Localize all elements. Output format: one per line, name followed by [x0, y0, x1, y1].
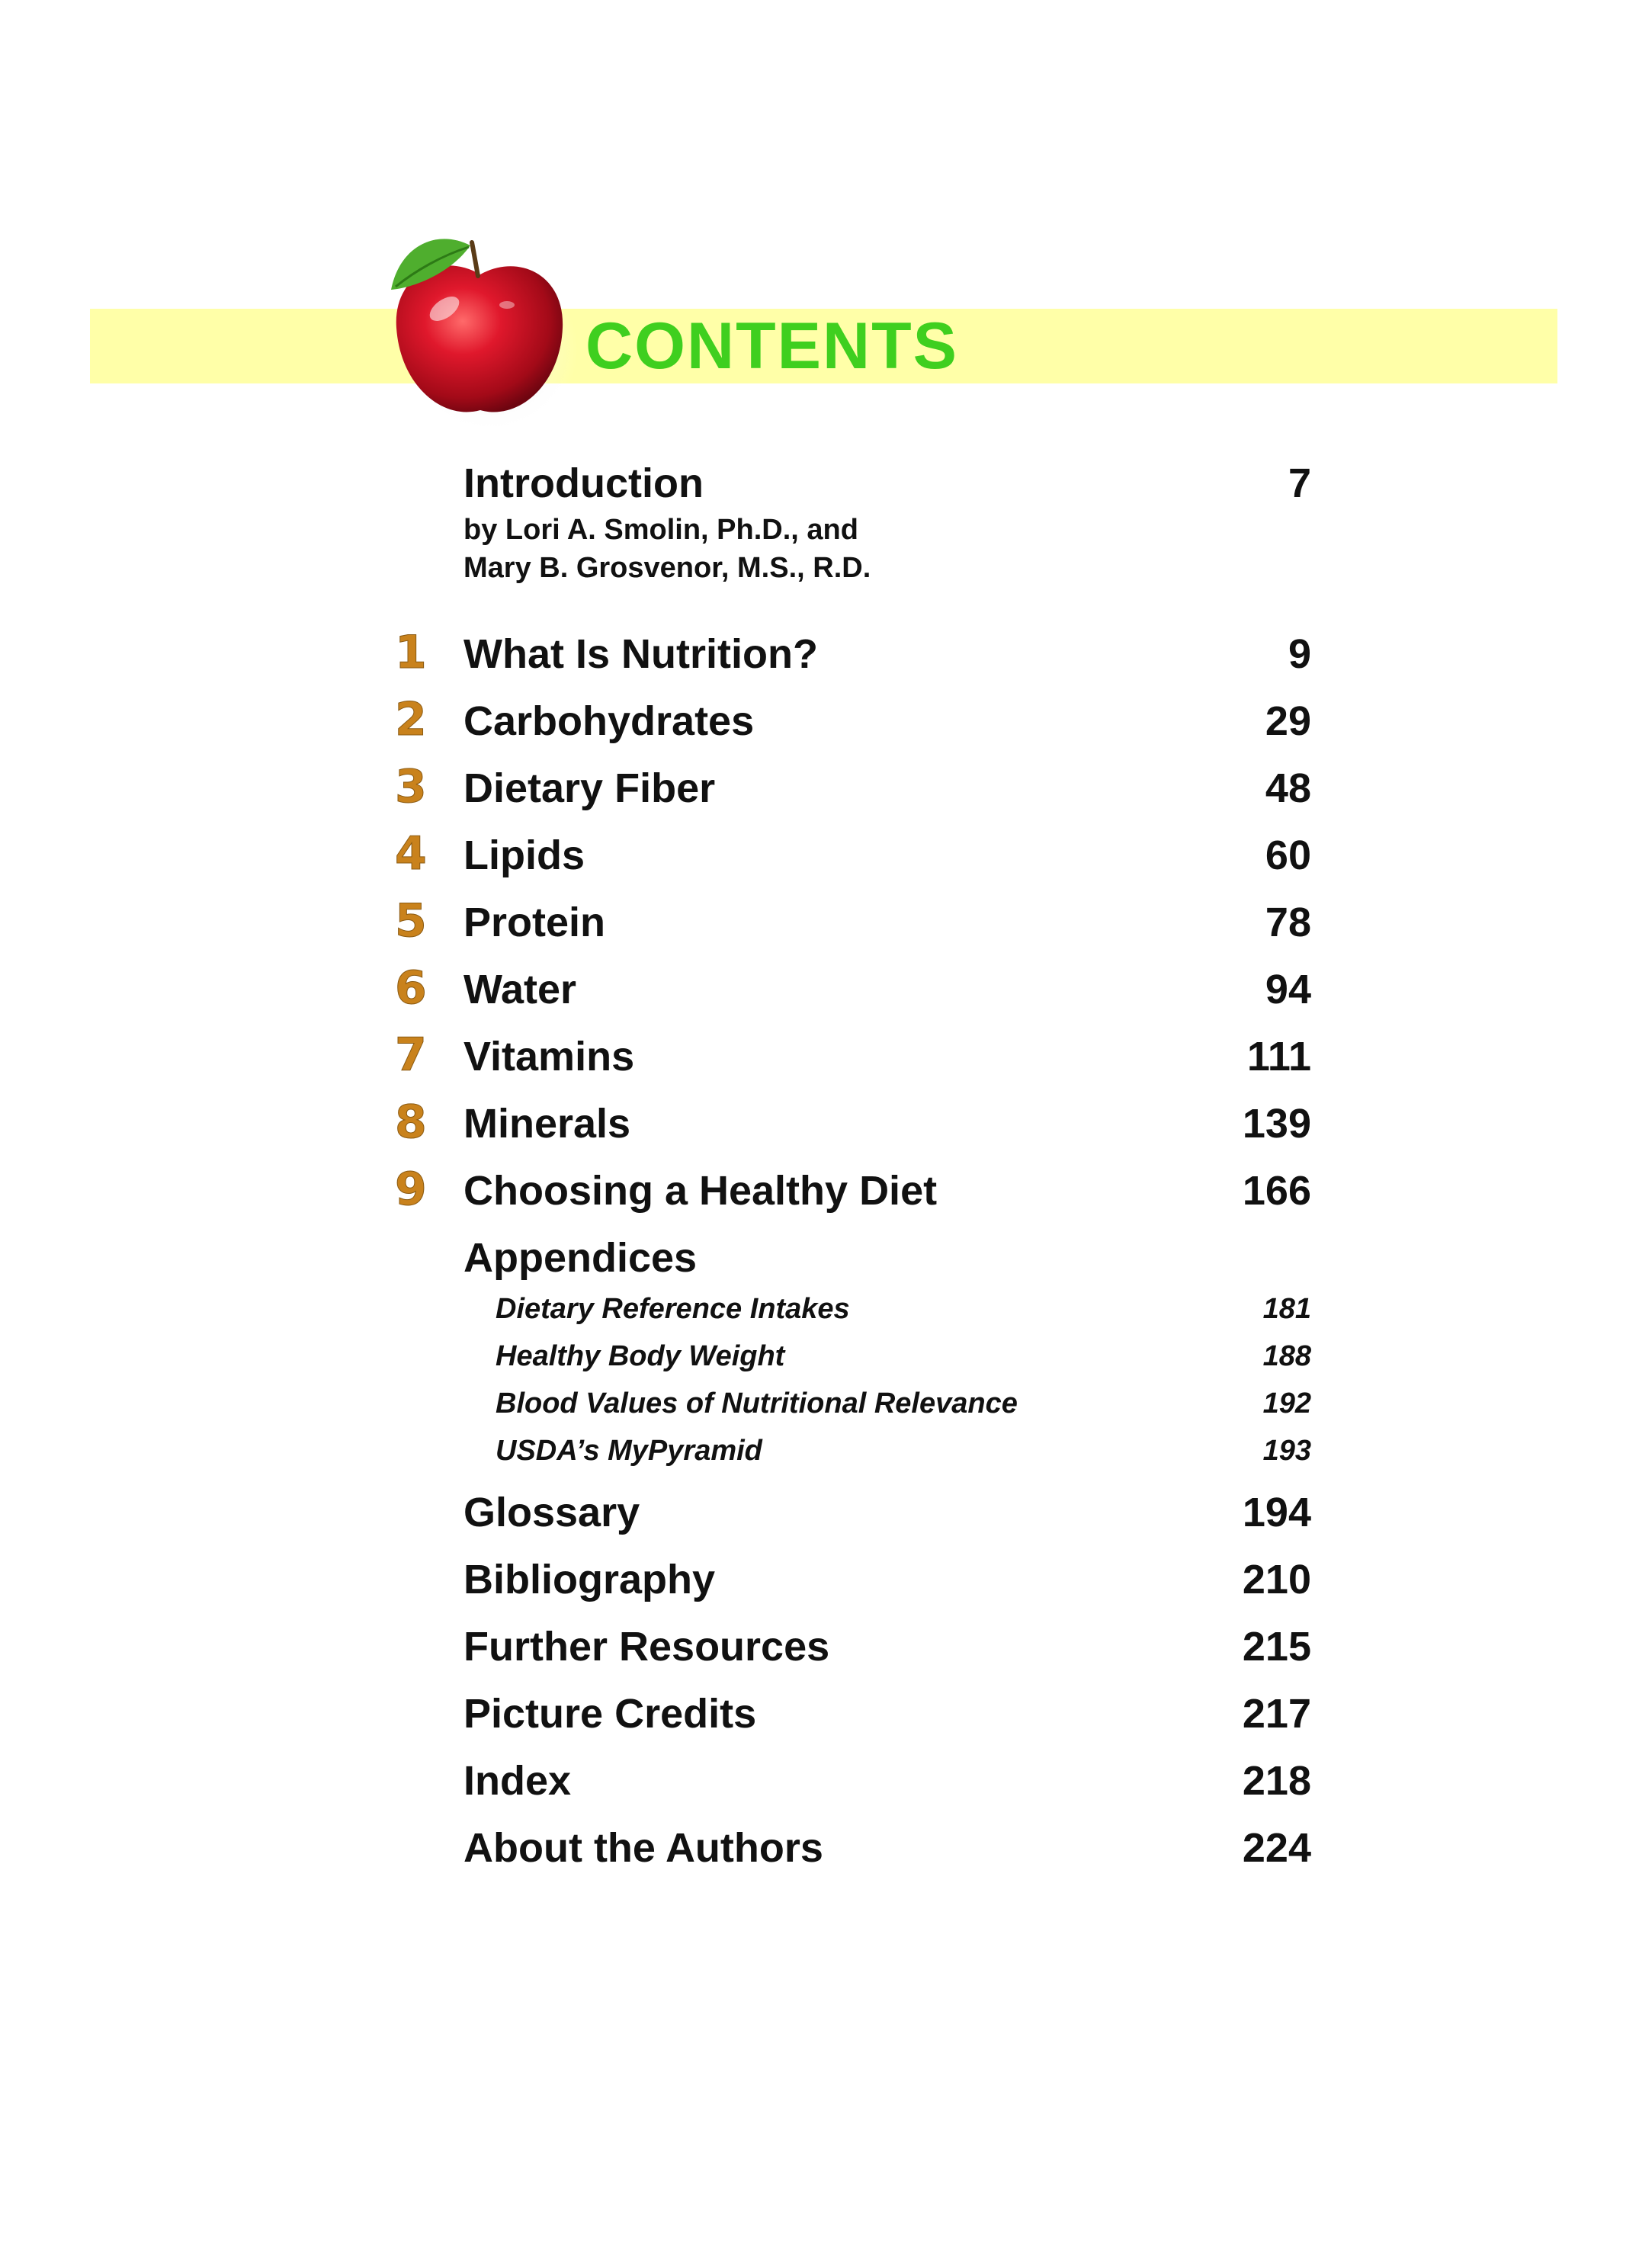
- appendix-title: USDA’s MyPyramid: [496, 1435, 762, 1467]
- chapter-title: Dietary Fiber: [463, 765, 716, 811]
- toc-subentry-appendix-4[interactable]: [0, 1427, 1639, 1474]
- chapter-page: 9: [1288, 631, 1311, 677]
- entry-page: 224: [1242, 1825, 1311, 1871]
- entry-title: Glossary: [463, 1490, 640, 1535]
- chapter-page: 29: [1265, 698, 1311, 744]
- toc-entry-further-resources[interactable]: [0, 1613, 1639, 1680]
- chapter-page: 166: [1242, 1168, 1311, 1214]
- entry-page: 218: [1242, 1758, 1311, 1804]
- chapter-title: Choosing a Healthy Diet: [463, 1168, 938, 1214]
- toc-entry-chapter-8[interactable]: [0, 1090, 1639, 1157]
- entry-page: 194: [1242, 1490, 1311, 1535]
- toc-entry-chapter-7[interactable]: [0, 1023, 1639, 1090]
- chapter-number: 6: [395, 961, 427, 1015]
- chapter-page: 94: [1265, 967, 1311, 1012]
- toc-entry-chapter-9[interactable]: [0, 1157, 1639, 1224]
- entry-title: Picture Credits: [463, 1691, 757, 1737]
- chapter-page: 60: [1265, 832, 1311, 878]
- entry-page: 210: [1242, 1557, 1311, 1602]
- entry-page: 215: [1242, 1624, 1311, 1670]
- chapter-number: 1: [395, 626, 427, 679]
- toc-subentry-appendix-3[interactable]: [0, 1380, 1639, 1427]
- chapter-page: 139: [1242, 1101, 1311, 1147]
- introduction-page: 7: [1288, 460, 1311, 506]
- entry-title: About the Authors: [463, 1825, 823, 1871]
- chapter-title: Vitamins: [463, 1034, 635, 1079]
- toc-entry-chapter-2[interactable]: [0, 688, 1639, 755]
- apple-icon: [377, 221, 583, 435]
- toc-entry-chapter-4[interactable]: [0, 822, 1639, 889]
- appendix-page: 181: [1262, 1293, 1311, 1325]
- toc-entry-chapter-6[interactable]: [0, 956, 1639, 1023]
- appendix-title: Dietary Reference Intakes: [496, 1293, 850, 1325]
- appendix-page: 193: [1262, 1435, 1311, 1467]
- chapter-title: Water: [463, 967, 577, 1012]
- byline-line-2: Mary B. Grosvenor, M.S., R.D.: [463, 552, 871, 584]
- chapter-page: 78: [1265, 900, 1311, 945]
- toc-entry-glossary[interactable]: [0, 1479, 1639, 1546]
- toc-entry-appendices[interactable]: [0, 1224, 1639, 1291]
- chapter-page: 111: [1246, 1034, 1311, 1079]
- toc-subentry-appendix-2[interactable]: [0, 1333, 1639, 1380]
- toc-subentry-appendix-1[interactable]: [0, 1285, 1639, 1333]
- toc-entry-chapter-1[interactable]: [0, 621, 1639, 688]
- chapter-number: 2: [395, 693, 427, 746]
- toc-entry-picture-credits[interactable]: [0, 1680, 1639, 1747]
- chapter-number: 7: [395, 1028, 427, 1082]
- entry-title: Bibliography: [463, 1557, 716, 1602]
- appendix-page: 192: [1262, 1387, 1311, 1420]
- chapter-title: Carbohydrates: [463, 698, 755, 744]
- toc-entry-chapter-3[interactable]: [0, 755, 1639, 822]
- chapter-title: What Is Nutrition?: [463, 631, 818, 677]
- appendices-title: Appendices: [463, 1235, 698, 1281]
- appendix-page: 188: [1262, 1340, 1311, 1372]
- chapter-page: 48: [1265, 765, 1311, 811]
- page-title: CONTENTS: [585, 310, 958, 383]
- appendix-title: Healthy Body Weight: [496, 1340, 785, 1372]
- introduction-byline: [463, 511, 871, 587]
- appendix-title: Blood Values of Nutritional Relevance: [496, 1387, 1018, 1420]
- chapter-number: 8: [395, 1096, 427, 1149]
- chapter-number: 4: [395, 827, 427, 881]
- toc-entry-chapter-5[interactable]: [0, 889, 1639, 956]
- chapter-title: Minerals: [463, 1101, 631, 1147]
- entry-page: 217: [1242, 1691, 1311, 1737]
- chapter-title: Lipids: [463, 832, 585, 878]
- chapter-number: 5: [395, 894, 427, 948]
- byline-line-1: by Lori A. Smolin, Ph.D., and: [463, 514, 858, 546]
- introduction-title: Introduction: [463, 460, 704, 506]
- toc-entry-bibliography[interactable]: [0, 1546, 1639, 1613]
- chapter-number: 3: [395, 760, 427, 813]
- toc-entry-index[interactable]: [0, 1747, 1639, 1814]
- chapter-number: 9: [395, 1163, 427, 1216]
- chapter-title: Protein: [463, 900, 606, 945]
- entry-title: Index: [463, 1758, 572, 1804]
- entry-title: Further Resources: [463, 1624, 830, 1670]
- toc-entry-about-the-authors[interactable]: [0, 1814, 1639, 1881]
